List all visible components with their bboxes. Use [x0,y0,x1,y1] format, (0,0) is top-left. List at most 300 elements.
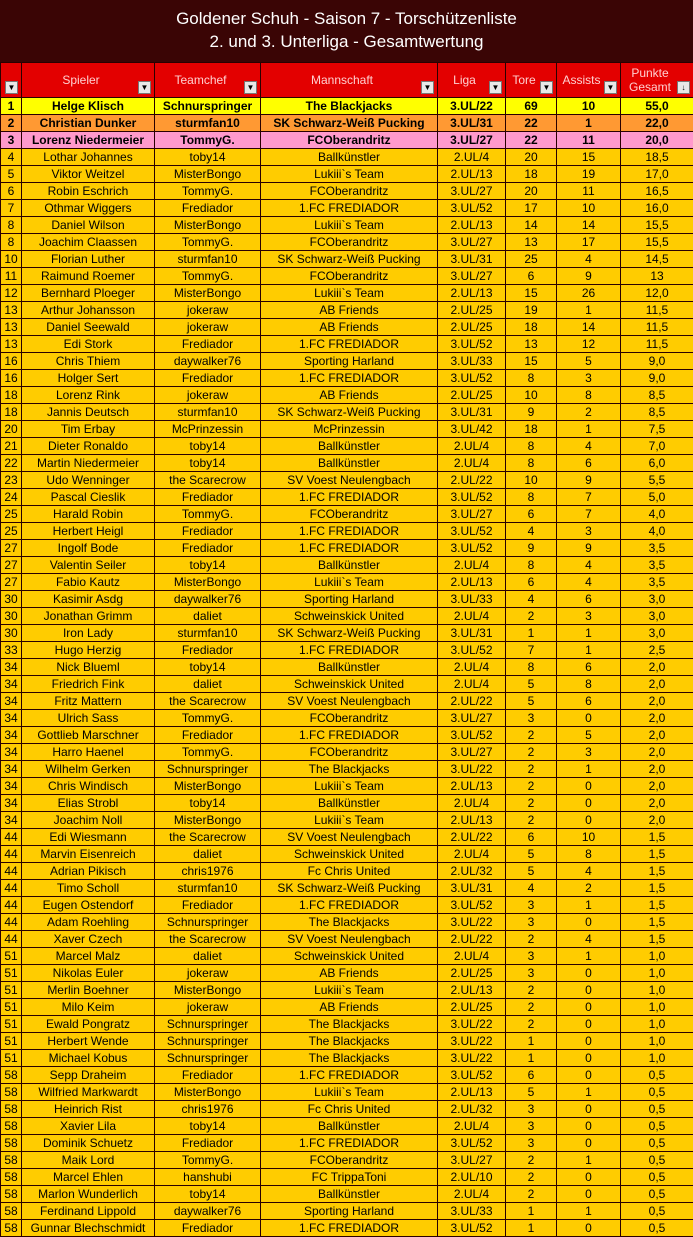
rank-cell[interactable]: 6 [1,183,22,200]
teamchef-cell[interactable]: McPrinzessin [155,421,261,438]
teamchef-cell[interactable]: sturmfan10 [155,404,261,421]
player-cell[interactable]: Adam Roehling [22,914,155,931]
league-cell[interactable]: 3.UL/31 [438,880,506,897]
league-cell[interactable]: 3.UL/52 [438,523,506,540]
league-cell[interactable]: 2.UL/25 [438,319,506,336]
rank-cell[interactable]: 18 [1,404,22,421]
team-cell[interactable]: Ballkünstler [261,1118,438,1135]
filter-dropdown-icon[interactable]: ▼ [421,81,434,94]
teamchef-cell[interactable]: chris1976 [155,863,261,880]
teamchef-cell[interactable]: MisterBongo [155,812,261,829]
team-cell[interactable]: Lukiii`s Team [261,1084,438,1101]
points-cell[interactable]: 1,0 [621,999,693,1016]
player-cell[interactable]: Lothar Johannes [22,149,155,166]
teamchef-cell[interactable]: sturmfan10 [155,115,261,132]
goals-cell[interactable]: 8 [506,557,557,574]
rank-cell[interactable]: 1 [1,98,22,115]
league-cell[interactable]: 3.UL/33 [438,1203,506,1220]
league-cell[interactable]: 3.UL/27 [438,132,506,149]
team-cell[interactable]: Lukiii`s Team [261,982,438,999]
points-cell[interactable]: 3,5 [621,574,693,591]
rank-cell[interactable]: 11 [1,268,22,285]
goals-cell[interactable]: 8 [506,455,557,472]
player-cell[interactable]: Xaver Czech [22,931,155,948]
teamchef-cell[interactable]: Frediador [155,540,261,557]
league-cell[interactable]: 2.UL/25 [438,387,506,404]
filter-dropdown-icon[interactable]: ▼ [244,81,257,94]
player-cell[interactable]: Elias Strobl [22,795,155,812]
league-cell[interactable]: 3.UL/22 [438,914,506,931]
teamchef-cell[interactable]: Schnurspringer [155,761,261,778]
goals-cell[interactable]: 14 [506,217,557,234]
teamchef-cell[interactable]: daywalker76 [155,591,261,608]
team-cell[interactable]: Schweinskick United [261,676,438,693]
player-cell[interactable]: Fritz Mattern [22,693,155,710]
rank-cell[interactable]: 30 [1,591,22,608]
assists-cell[interactable]: 3 [557,744,621,761]
team-cell[interactable]: Lukiii`s Team [261,285,438,302]
goals-cell[interactable]: 2 [506,812,557,829]
rank-cell[interactable]: 27 [1,557,22,574]
teamchef-cell[interactable]: jokeraw [155,319,261,336]
assists-cell[interactable]: 1 [557,1084,621,1101]
teamchef-cell[interactable]: MisterBongo [155,217,261,234]
team-cell[interactable]: 1.FC FREDIADOR [261,370,438,387]
teamchef-cell[interactable]: Frediador [155,523,261,540]
player-cell[interactable]: Ingolf Bode [22,540,155,557]
team-cell[interactable]: Ballkünstler [261,659,438,676]
assists-cell[interactable]: 2 [557,880,621,897]
points-cell[interactable]: 3,5 [621,557,693,574]
league-cell[interactable]: 3.UL/22 [438,98,506,115]
player-cell[interactable]: Lorenz Rink [22,387,155,404]
team-cell[interactable]: 1.FC FREDIADOR [261,1220,438,1237]
team-cell[interactable]: FCOberandritz [261,744,438,761]
points-cell[interactable]: 2,0 [621,676,693,693]
team-cell[interactable]: SK Schwarz-Weiß Pucking [261,115,438,132]
player-cell[interactable]: Harald Robin [22,506,155,523]
teamchef-cell[interactable]: TommyG. [155,1152,261,1169]
goals-cell[interactable]: 1 [506,1220,557,1237]
player-cell[interactable]: Tim Erbay [22,421,155,438]
header-liga[interactable]: Liga ▼ [438,63,506,98]
player-cell[interactable]: Christian Dunker [22,115,155,132]
points-cell[interactable]: 0,5 [621,1101,693,1118]
rank-cell[interactable]: 22 [1,455,22,472]
league-cell[interactable]: 3.UL/22 [438,1016,506,1033]
rank-cell[interactable]: 58 [1,1118,22,1135]
league-cell[interactable]: 3.UL/22 [438,1033,506,1050]
rank-cell[interactable]: 51 [1,999,22,1016]
league-cell[interactable]: 3.UL/33 [438,591,506,608]
rank-cell[interactable]: 34 [1,676,22,693]
teamchef-cell[interactable]: sturmfan10 [155,880,261,897]
team-cell[interactable]: Sporting Harland [261,591,438,608]
header-punkte-gesamt[interactable]: Punkte Gesamt ↓ [621,63,693,98]
teamchef-cell[interactable]: TommyG. [155,183,261,200]
goals-cell[interactable]: 25 [506,251,557,268]
league-cell[interactable]: 2.UL/25 [438,965,506,982]
points-cell[interactable]: 0,5 [621,1118,693,1135]
assists-cell[interactable]: 2 [557,404,621,421]
team-cell[interactable]: 1.FC FREDIADOR [261,523,438,540]
team-cell[interactable]: Sporting Harland [261,353,438,370]
teamchef-cell[interactable]: jokeraw [155,965,261,982]
league-cell[interactable]: 2.UL/13 [438,778,506,795]
goals-cell[interactable]: 19 [506,302,557,319]
player-cell[interactable]: Joachim Noll [22,812,155,829]
team-cell[interactable]: AB Friends [261,965,438,982]
teamchef-cell[interactable]: Schnurspringer [155,98,261,115]
league-cell[interactable]: 2.UL/32 [438,1101,506,1118]
goals-cell[interactable]: 1 [506,625,557,642]
goals-cell[interactable]: 2 [506,999,557,1016]
rank-cell[interactable]: 34 [1,727,22,744]
goals-cell[interactable]: 13 [506,234,557,251]
points-cell[interactable]: 1,5 [621,914,693,931]
teamchef-cell[interactable]: Schnurspringer [155,1050,261,1067]
points-cell[interactable]: 3,0 [621,591,693,608]
points-cell[interactable]: 15,5 [621,234,693,251]
points-cell[interactable]: 2,0 [621,710,693,727]
league-cell[interactable]: 3.UL/52 [438,727,506,744]
team-cell[interactable]: FCOberandritz [261,268,438,285]
goals-cell[interactable]: 2 [506,744,557,761]
rank-cell[interactable]: 51 [1,965,22,982]
assists-cell[interactable]: 8 [557,387,621,404]
rank-cell[interactable]: 58 [1,1203,22,1220]
teamchef-cell[interactable]: jokeraw [155,302,261,319]
teamchef-cell[interactable]: TommyG. [155,506,261,523]
teamchef-cell[interactable]: MisterBongo [155,778,261,795]
rank-cell[interactable]: 58 [1,1101,22,1118]
player-cell[interactable]: Friedrich Fink [22,676,155,693]
rank-cell[interactable]: 44 [1,829,22,846]
league-cell[interactable]: 3.UL/27 [438,1152,506,1169]
goals-cell[interactable]: 20 [506,149,557,166]
league-cell[interactable]: 2.UL/13 [438,982,506,999]
league-cell[interactable]: 2.UL/4 [438,438,506,455]
assists-cell[interactable]: 4 [557,863,621,880]
teamchef-cell[interactable]: MisterBongo [155,166,261,183]
team-cell[interactable]: 1.FC FREDIADOR [261,1135,438,1152]
rank-cell[interactable]: 21 [1,438,22,455]
points-cell[interactable]: 1,5 [621,897,693,914]
team-cell[interactable]: FC TrippaToni [261,1169,438,1186]
league-cell[interactable]: 3.UL/27 [438,183,506,200]
team-cell[interactable]: Lukiii`s Team [261,217,438,234]
assists-cell[interactable]: 1 [557,421,621,438]
rank-cell[interactable]: 4 [1,149,22,166]
rank-cell[interactable]: 51 [1,982,22,999]
team-cell[interactable]: 1.FC FREDIADOR [261,336,438,353]
teamchef-cell[interactable]: daywalker76 [155,353,261,370]
goals-cell[interactable]: 3 [506,1118,557,1135]
teamchef-cell[interactable]: Frediador [155,1220,261,1237]
points-cell[interactable]: 1,0 [621,1033,693,1050]
player-cell[interactable]: Ferdinand Lippold [22,1203,155,1220]
assists-cell[interactable]: 0 [557,914,621,931]
league-cell[interactable]: 2.UL/25 [438,302,506,319]
filter-dropdown-icon[interactable]: ▼ [5,81,18,94]
goals-cell[interactable]: 20 [506,183,557,200]
teamchef-cell[interactable]: TommyG. [155,234,261,251]
teamchef-cell[interactable]: TommyG. [155,132,261,149]
goals-cell[interactable]: 9 [506,404,557,421]
league-cell[interactable]: 2.UL/4 [438,659,506,676]
team-cell[interactable]: Ballkünstler [261,557,438,574]
assists-cell[interactable]: 14 [557,217,621,234]
assists-cell[interactable]: 6 [557,591,621,608]
teamchef-cell[interactable]: toby14 [155,557,261,574]
points-cell[interactable]: 7,5 [621,421,693,438]
rank-cell[interactable]: 10 [1,251,22,268]
rank-cell[interactable]: 12 [1,285,22,302]
league-cell[interactable]: 3.UL/31 [438,115,506,132]
player-cell[interactable]: Holger Sert [22,370,155,387]
rank-cell[interactable]: 34 [1,659,22,676]
goals-cell[interactable]: 8 [506,438,557,455]
points-cell[interactable]: 15,5 [621,217,693,234]
player-cell[interactable]: Florian Luther [22,251,155,268]
teamchef-cell[interactable]: MisterBongo [155,1084,261,1101]
team-cell[interactable]: FCOberandritz [261,710,438,727]
assists-cell[interactable]: 0 [557,795,621,812]
player-cell[interactable]: Helge Klisch [22,98,155,115]
player-cell[interactable]: Dieter Ronaldo [22,438,155,455]
goals-cell[interactable]: 2 [506,608,557,625]
rank-cell[interactable]: 44 [1,914,22,931]
points-cell[interactable]: 1,0 [621,948,693,965]
teamchef-cell[interactable]: sturmfan10 [155,625,261,642]
goals-cell[interactable]: 3 [506,948,557,965]
player-cell[interactable]: Heinrich Rist [22,1101,155,1118]
league-cell[interactable]: 2.UL/4 [438,149,506,166]
points-cell[interactable]: 14,5 [621,251,693,268]
player-cell[interactable]: Harro Haenel [22,744,155,761]
assists-cell[interactable]: 0 [557,1067,621,1084]
goals-cell[interactable]: 5 [506,693,557,710]
rank-cell[interactable]: 34 [1,795,22,812]
goals-cell[interactable]: 10 [506,387,557,404]
league-cell[interactable]: 2.UL/13 [438,812,506,829]
teamchef-cell[interactable]: MisterBongo [155,574,261,591]
player-cell[interactable]: Kasimir Asdg [22,591,155,608]
assists-cell[interactable]: 1 [557,625,621,642]
team-cell[interactable]: 1.FC FREDIADOR [261,1067,438,1084]
league-cell[interactable]: 2.UL/4 [438,948,506,965]
player-cell[interactable]: Herbert Wende [22,1033,155,1050]
rank-cell[interactable]: 34 [1,761,22,778]
player-cell[interactable]: Hugo Herzig [22,642,155,659]
teamchef-cell[interactable]: jokeraw [155,387,261,404]
rank-cell[interactable]: 5 [1,166,22,183]
rank-cell[interactable]: 24 [1,489,22,506]
player-cell[interactable]: Iron Lady [22,625,155,642]
player-cell[interactable]: Lorenz Niedermeier [22,132,155,149]
points-cell[interactable]: 0,5 [621,1203,693,1220]
points-cell[interactable]: 13 [621,268,693,285]
teamchef-cell[interactable]: Frediador [155,642,261,659]
player-cell[interactable]: Daniel Wilson [22,217,155,234]
teamchef-cell[interactable]: daliet [155,608,261,625]
league-cell[interactable]: 3.UL/27 [438,268,506,285]
rank-cell[interactable]: 58 [1,1169,22,1186]
team-cell[interactable]: The Blackjacks [261,1016,438,1033]
player-cell[interactable]: Viktor Weitzel [22,166,155,183]
player-cell[interactable]: Nick Blueml [22,659,155,676]
assists-cell[interactable]: 0 [557,982,621,999]
rank-cell[interactable]: 23 [1,472,22,489]
assists-cell[interactable]: 5 [557,727,621,744]
goals-cell[interactable]: 6 [506,506,557,523]
rank-cell[interactable]: 34 [1,744,22,761]
team-cell[interactable]: The Blackjacks [261,914,438,931]
goals-cell[interactable]: 2 [506,761,557,778]
player-cell[interactable]: Sepp Draheim [22,1067,155,1084]
points-cell[interactable]: 6,0 [621,455,693,472]
rank-cell[interactable]: 44 [1,863,22,880]
assists-cell[interactable]: 0 [557,710,621,727]
teamchef-cell[interactable]: Schnurspringer [155,1033,261,1050]
points-cell[interactable]: 8,5 [621,387,693,404]
header-spieler[interactable]: Spieler ▼ [22,63,155,98]
league-cell[interactable]: 3.UL/52 [438,370,506,387]
rank-cell[interactable]: 3 [1,132,22,149]
points-cell[interactable]: 2,0 [621,693,693,710]
player-cell[interactable]: Ulrich Sass [22,710,155,727]
goals-cell[interactable]: 5 [506,1084,557,1101]
league-cell[interactable]: 2.UL/4 [438,608,506,625]
player-cell[interactable]: Robin Eschrich [22,183,155,200]
team-cell[interactable]: McPrinzessin [261,421,438,438]
assists-cell[interactable]: 11 [557,183,621,200]
teamchef-cell[interactable]: MisterBongo [155,982,261,999]
filter-dropdown-icon[interactable]: ▼ [540,81,553,94]
team-cell[interactable]: AB Friends [261,387,438,404]
team-cell[interactable]: The Blackjacks [261,1033,438,1050]
teamchef-cell[interactable]: toby14 [155,1186,261,1203]
assists-cell[interactable]: 4 [557,557,621,574]
teamchef-cell[interactable]: daywalker76 [155,1203,261,1220]
goals-cell[interactable]: 2 [506,727,557,744]
team-cell[interactable]: SV Voest Neulengbach [261,472,438,489]
league-cell[interactable]: 3.UL/31 [438,625,506,642]
goals-cell[interactable]: 1 [506,1050,557,1067]
player-cell[interactable]: Chris Thiem [22,353,155,370]
goals-cell[interactable]: 4 [506,880,557,897]
assists-cell[interactable]: 9 [557,540,621,557]
points-cell[interactable]: 1,5 [621,863,693,880]
rank-cell[interactable]: 20 [1,421,22,438]
league-cell[interactable]: 3.UL/52 [438,1067,506,1084]
points-cell[interactable]: 1,5 [621,931,693,948]
teamchef-cell[interactable]: the Scarecrow [155,931,261,948]
league-cell[interactable]: 3.UL/27 [438,744,506,761]
assists-cell[interactable]: 1 [557,948,621,965]
team-cell[interactable]: Schweinskick United [261,608,438,625]
assists-cell[interactable]: 10 [557,200,621,217]
team-cell[interactable]: The Blackjacks [261,1050,438,1067]
header-teamchef[interactable]: Teamchef ▼ [155,63,261,98]
assists-cell[interactable]: 11 [557,132,621,149]
rank-cell[interactable]: 51 [1,1016,22,1033]
goals-cell[interactable]: 3 [506,710,557,727]
league-cell[interactable]: 2.UL/4 [438,557,506,574]
player-cell[interactable]: Adrian Pikisch [22,863,155,880]
points-cell[interactable]: 4,0 [621,523,693,540]
rank-cell[interactable]: 51 [1,948,22,965]
rank-cell[interactable]: 51 [1,1033,22,1050]
teamchef-cell[interactable]: toby14 [155,795,261,812]
team-cell[interactable]: 1.FC FREDIADOR [261,200,438,217]
league-cell[interactable]: 3.UL/22 [438,761,506,778]
team-cell[interactable]: SK Schwarz-Weiß Pucking [261,251,438,268]
teamchef-cell[interactable]: TommyG. [155,268,261,285]
rank-cell[interactable]: 33 [1,642,22,659]
league-cell[interactable]: 2.UL/22 [438,472,506,489]
points-cell[interactable]: 1,5 [621,829,693,846]
rank-cell[interactable]: 58 [1,1220,22,1237]
league-cell[interactable]: 2.UL/4 [438,1186,506,1203]
rank-cell[interactable]: 18 [1,387,22,404]
goals-cell[interactable]: 15 [506,353,557,370]
league-cell[interactable]: 3.UL/31 [438,251,506,268]
header-assists[interactable]: Assists ▼ [557,63,621,98]
header-tore[interactable]: Tore ▼ [506,63,557,98]
points-cell[interactable]: 16,5 [621,183,693,200]
teamchef-cell[interactable]: the Scarecrow [155,693,261,710]
assists-cell[interactable]: 3 [557,370,621,387]
teamchef-cell[interactable]: sturmfan10 [155,251,261,268]
points-cell[interactable]: 18,5 [621,149,693,166]
header-rank[interactable] [1,63,22,98]
points-cell[interactable]: 2,0 [621,778,693,795]
assists-cell[interactable]: 19 [557,166,621,183]
team-cell[interactable]: 1.FC FREDIADOR [261,489,438,506]
league-cell[interactable]: 2.UL/22 [438,931,506,948]
points-cell[interactable]: 1,0 [621,982,693,999]
team-cell[interactable]: 1.FC FREDIADOR [261,727,438,744]
assists-cell[interactable]: 4 [557,931,621,948]
player-cell[interactable]: Edi Stork [22,336,155,353]
teamchef-cell[interactable]: Frediador [155,727,261,744]
assists-cell[interactable]: 9 [557,268,621,285]
goals-cell[interactable]: 22 [506,115,557,132]
points-cell[interactable]: 0,5 [621,1152,693,1169]
player-cell[interactable]: Chris Windisch [22,778,155,795]
player-cell[interactable]: Pascal Cieslik [22,489,155,506]
assists-cell[interactable]: 6 [557,693,621,710]
team-cell[interactable]: Lukiii`s Team [261,778,438,795]
rank-cell[interactable]: 13 [1,319,22,336]
league-cell[interactable]: 2.UL/13 [438,217,506,234]
goals-cell[interactable]: 13 [506,336,557,353]
goals-cell[interactable]: 1 [506,1203,557,1220]
player-cell[interactable]: Nikolas Euler [22,965,155,982]
assists-cell[interactable]: 10 [557,98,621,115]
league-cell[interactable]: 2.UL/32 [438,863,506,880]
points-cell[interactable]: 1,0 [621,1016,693,1033]
points-cell[interactable]: 0,5 [621,1220,693,1237]
team-cell[interactable]: 1.FC FREDIADOR [261,540,438,557]
assists-cell[interactable]: 3 [557,523,621,540]
teamchef-cell[interactable]: Frediador [155,1135,261,1152]
player-cell[interactable]: Edi Wiesmann [22,829,155,846]
league-cell[interactable]: 2.UL/4 [438,455,506,472]
assists-cell[interactable]: 3 [557,608,621,625]
assists-cell[interactable]: 7 [557,506,621,523]
